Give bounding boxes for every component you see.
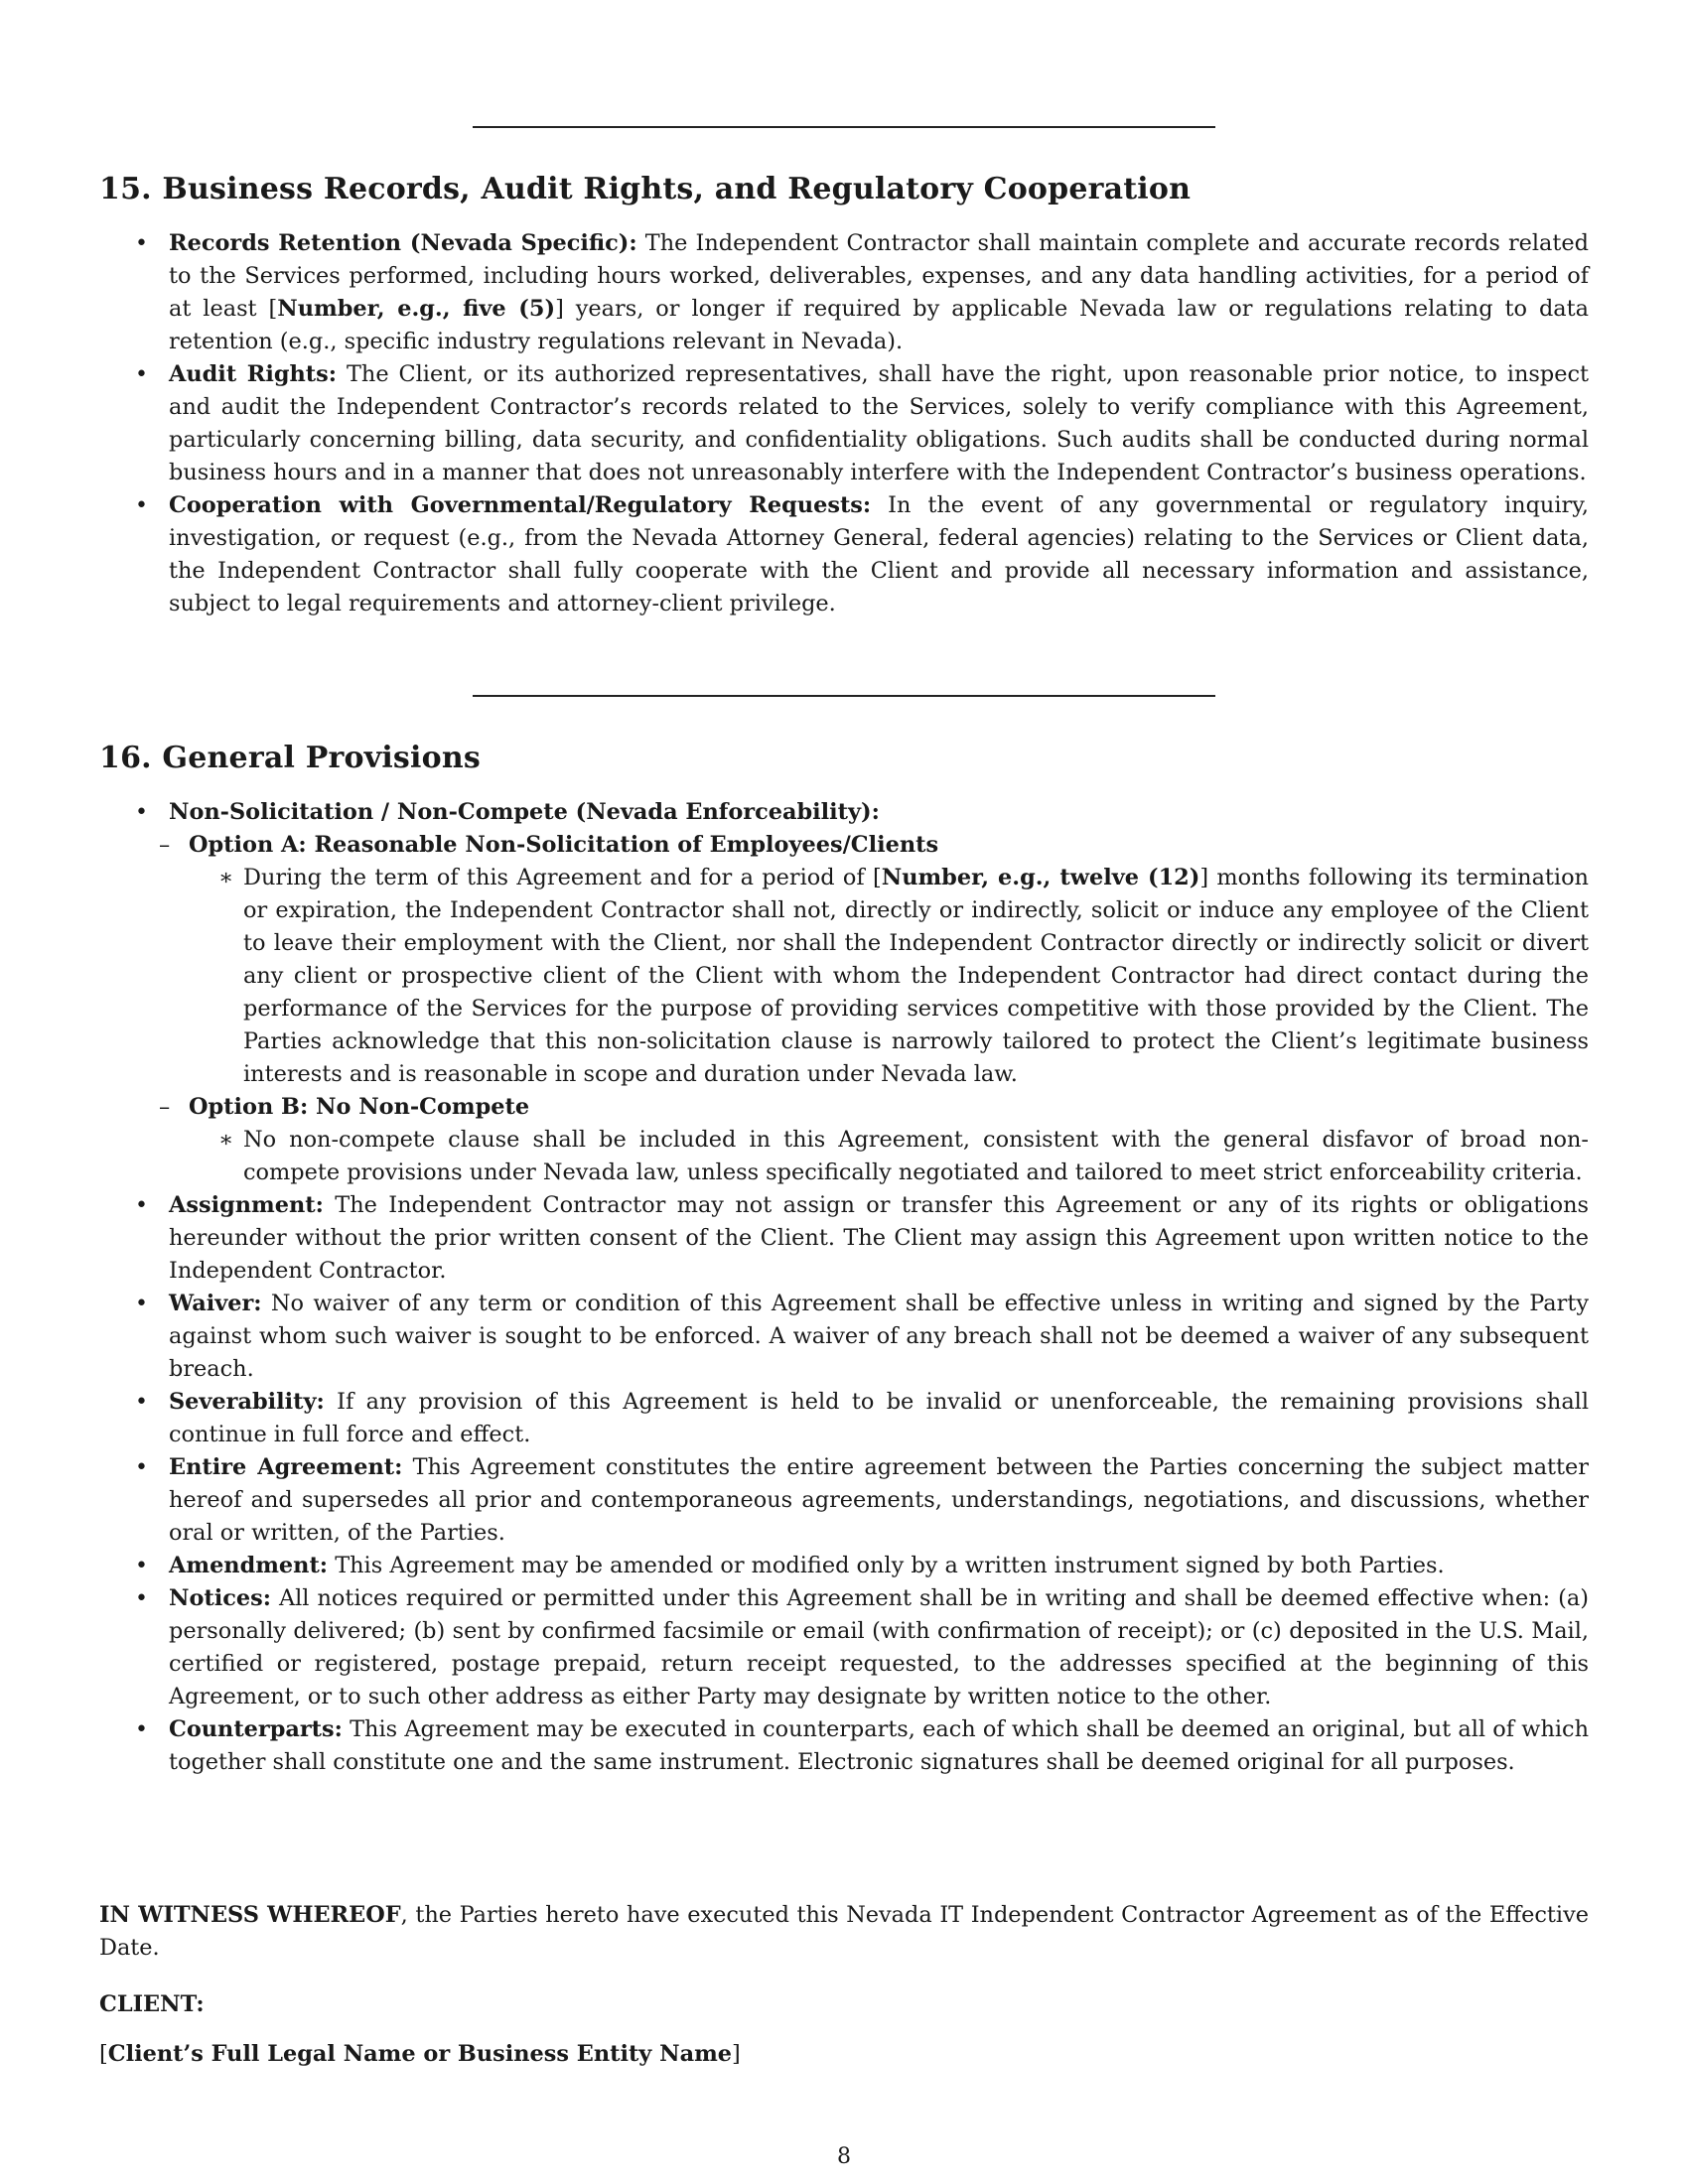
bullet-icon: • (135, 231, 148, 256)
sub-item-option-b (129, 1091, 1589, 1124)
list-item (129, 227, 1589, 358)
item-label: Audit Rights: (169, 361, 338, 387)
item-text: The Client, or its authorized representatives, shall have the right, upon reasonable prior notice, to inspect and audit the Independent Contractor’s records related to the Services, solely to verify compliance with this Agreement, particularly concerning billing, data security, and confidentiality obligations. Such audits shall be conducted during normal business hours and in a manner that does not unreasonably interfere with the Independent Contractor’s business operations. (169, 361, 1589, 485)
item-text: This Agreement may be executed in counterparts, each of which shall be deemed an original, but all of which together shall constitute one and the same instrument. Electronic signatures shall be deemed original for all purposes. (169, 1716, 1589, 1775)
item-text: This Agreement may be amended or modified only by a written instrument signed by both Parties. (328, 1553, 1445, 1578)
item-label: Entire Agreement: (169, 1454, 403, 1480)
bullet-icon: • (135, 1193, 148, 1218)
list-item (129, 1288, 1589, 1386)
bullet-icon: • (135, 1292, 148, 1316)
list-item (129, 1451, 1589, 1550)
sub-item-option-a (129, 829, 1589, 862)
bracket-open: [ (99, 2041, 108, 2067)
bullet-icon: • (135, 1390, 148, 1415)
item-text: The Independent Contractor may not assign or transfer this Agreement or any of its rights or obligations hereunder without the prior written consent of the Client. The Client may assign this Agreement upon written notice to the Independent Contractor. (169, 1192, 1589, 1284)
list-item (129, 489, 1589, 620)
witness-text: , the Parties hereto have executed this Nevada IT Independent Contractor Agreement as of the Effective Date. (99, 1902, 1589, 1961)
client-label-text: CLIENT: (99, 1991, 205, 2017)
item-text: ] months following its termination or expiration, the Independent Contractor shall not, directly or indirectly, solicit or induce any employee of the Client to leave their employment with the Client, nor shall the Independent Contractor directly or indirectly solicit or divert any client or prospective client of the Client with whom the Independent Contractor had direct contact during the performance of the Services for the purpose of providing services competitive with those provided by the Client. The Parties acknowledge that this non-solicitation clause is narrowly tailored to protect the Client’s legitimate business interests and is reasonable in scope and duration under Nevada law. (243, 865, 1589, 1087)
bracket-close: ] (732, 2041, 741, 2067)
list-item (129, 1582, 1589, 1713)
section-15-heading: 15. Business Records, Audit Rights, and Regulatory Cooperation (99, 172, 1192, 206)
section-16-list (129, 796, 1589, 1779)
list-item (129, 1189, 1589, 1288)
dash-icon: – (159, 1094, 171, 1120)
item-label: Assignment: (169, 1192, 324, 1218)
bullet-icon: • (135, 1455, 148, 1480)
item-label: Records Retention (Nevada Specific): (169, 230, 637, 256)
option-label: Option B: No Non-Compete (189, 1094, 530, 1120)
witness-paragraph (99, 1899, 1589, 1965)
item-text: If any provision of this Agreement is held to be invalid or unenforceable, the remaining provisions shall continue in full force and effect. (169, 1389, 1589, 1447)
item-text: No waiver of any term or condition of this Agreement shall be effective unless in writing and signed by the Party against whom such waiver is sought to be enforced. A waiver of any breach shall not be deemed a waiver of any subsequent breach. (169, 1291, 1589, 1382)
section-divider (473, 126, 1215, 128)
bullet-icon: • (135, 493, 148, 518)
item-text: This Agreement constitutes the entire agreement between the Parties concerning the subject matter hereof and supersedes all prior and contemporaneous agreements, understandings, negotiations, and discussions, whether oral or written, of the Parties. (169, 1454, 1589, 1546)
list-item (129, 1550, 1589, 1582)
list-item (129, 796, 1589, 829)
dash-icon: – (159, 832, 171, 858)
option-label: Option A: Reasonable Non-Solicitation of Employees/Clients (189, 832, 939, 858)
asterisk-icon: ∗ (218, 865, 234, 890)
bullet-icon: • (135, 1586, 148, 1611)
item-text: ] years, or longer if required by applicable Nevada law or regulations relating to data retention (e.g., specific industry regulations relevant in Nevada). (169, 296, 1589, 354)
asterisk-icon: ∗ (218, 1127, 234, 1153)
item-label: Cooperation with Governmental/Regulatory Requests: (169, 492, 872, 518)
section-16-heading: 16. General Provisions (99, 741, 481, 775)
item-label: Severability: (169, 1389, 325, 1415)
item-label: Waiver: (169, 1291, 262, 1316)
item-text: All notices required or permitted under this Agreement shall be in writing and shall be deemed effective when: (a) personally delivered; (b) sent by confirmed facsimile or email (with confirmation of receipt); or (c) deposited in the U.S. Mail, certified or registered, postage prepaid, return receipt requested, to the addresses specified at the beginning of this Agreement, or to such other address as either Party may designate by written notice to the other. (169, 1585, 1589, 1709)
bullet-icon: • (135, 800, 148, 825)
sub-sub-item (129, 862, 1589, 1091)
placeholder-value: Number, e.g., five (5) (277, 296, 556, 322)
item-label: Counterparts: (169, 1716, 343, 1742)
list-item (129, 1386, 1589, 1451)
section-divider (473, 695, 1215, 697)
client-name-placeholder (99, 2038, 1589, 2071)
bullet-icon: • (135, 1717, 148, 1742)
client-name-text: Client’s Full Legal Name or Business Entity Name (107, 2041, 733, 2067)
item-text: No non-compete clause shall be included in this Agreement, consistent with the general disfavor of broad non-compete provisions under Nevada law, unless specifically negotiated and tailored to meet strict enforceability criteria. (243, 1127, 1589, 1185)
section-15-list (129, 227, 1589, 620)
list-item (129, 358, 1589, 489)
item-label: Notices: (169, 1585, 271, 1611)
client-label (99, 1988, 1589, 2021)
item-text: During the term of this Agreement and for a period of [ (243, 865, 882, 890)
item-text: The Independent Contractor shall maintain complete and accurate records related to the Services performed, including hours worked, deliverables, expenses, and any data handling activities, for a period of at least [ (169, 230, 1589, 322)
item-text: In the event of any governmental or regulatory inquiry, investigation, or request (e.g., from the Nevada Attorney General, federal agencies) relating to the Services or Client data, the Independent Contractor shall fully cooperate with the Client and provide all necessary information and assistance, subject to legal requirements and attorney-client privilege. (169, 492, 1590, 616)
item-label: Non-Solicitation / Non-Compete (Nevada Enforceability): (169, 799, 880, 825)
bullet-icon: • (135, 362, 148, 387)
list-item (129, 1713, 1589, 1779)
placeholder-value: Number, e.g., twelve (12) (881, 865, 1200, 890)
page-number: 8 (837, 2144, 851, 2169)
item-label: Amendment: (169, 1553, 329, 1578)
sub-sub-item (129, 1124, 1589, 1189)
bullet-icon: • (135, 1554, 148, 1578)
witness-heading: IN WITNESS WHEREOF (99, 1902, 401, 1928)
